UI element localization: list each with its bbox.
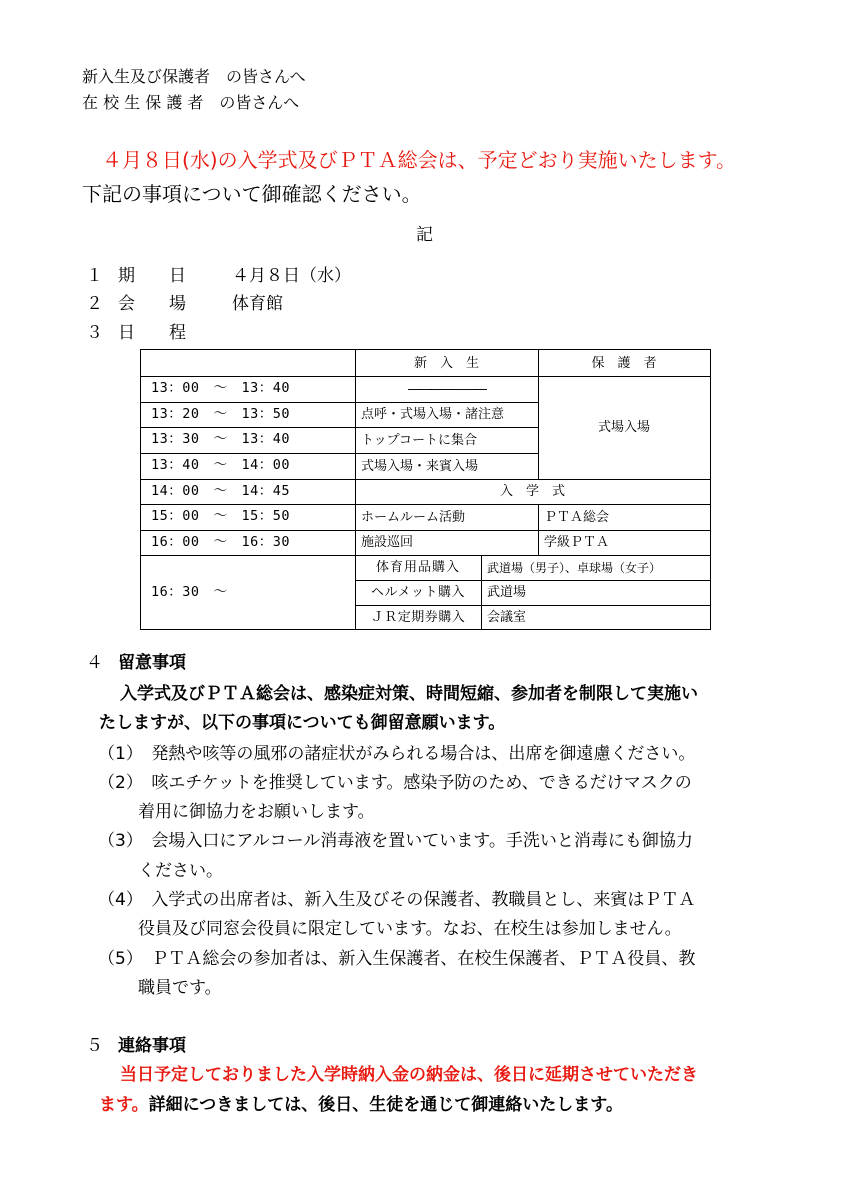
time-cell: 14：00 ～ 14：45 — [151, 482, 291, 499]
new-student-cell: トップコートに集合 — [361, 432, 477, 448]
parent-cell: 学級ＰＴＡ — [544, 535, 610, 550]
header-parents: 保 護 者 — [591, 355, 657, 371]
item-1-label: 期 日 — [118, 266, 186, 286]
parent-entry-cell: 式場入場 — [597, 420, 650, 435]
note-4-line-1: （4） 入学式の出席者は、新入生及びその保護者、教職員とし、来賓はＰＴＡ — [98, 890, 696, 910]
time-cell: 16：00 ～ 16：30 — [151, 533, 291, 550]
item-1-value: ４月８日（水） — [232, 266, 351, 286]
announcement-red: ４月８日(水)の入学式及びＰＴＡ総会は、予定どおり実施いたします。 — [102, 148, 737, 172]
announcement-confirm: 下記の事項について御確認ください。 — [82, 182, 422, 206]
note-3-line-1: （3） 会場入口にアルコール消毒液を置いています。手洗いと消毒にも御協力 — [98, 831, 693, 851]
new-student-cell: ホームルーム活動 — [361, 509, 466, 525]
item-1-number: １ — [86, 266, 103, 286]
parent-cell: ＰＴＡ総会 — [544, 509, 610, 525]
note-5-line-1: （5） ＰＴＡ総会の参加者は、新入生保護者、在校生保護者、ＰＴＡ役員、教 — [98, 949, 696, 969]
new-student-cell: ――――――― — [408, 381, 485, 397]
notes-number: ４ — [86, 653, 103, 673]
item-3-label: 日 程 — [118, 323, 186, 343]
purchase-place-cell: 武道場（男子）、卓球場（女子） — [487, 560, 662, 575]
purchase-item-cell: ＪＲ定期券購入 — [370, 610, 466, 625]
time-cell: 15：00 ～ 15：50 — [151, 508, 291, 525]
notes-intro-2: たしますが、以下の事項についても御留意願います。 — [99, 713, 506, 733]
header-new-students: 新 入 生 — [413, 355, 479, 371]
note-1: （1） 発熱や咳等の風邪の諸症状がみられる場合は、出席を御遠慮ください。 — [98, 744, 696, 764]
purchase-place-cell: 会議室 — [487, 610, 527, 625]
purchase-item-cell: 体育用品購入 — [375, 560, 460, 575]
item-2-value: 体育館 — [232, 294, 283, 314]
notes-heading: 留意事項 — [118, 653, 186, 673]
item-2-label: 会 場 — [118, 294, 186, 314]
note-4-line-2: 役員及び同窓会役員に限定しています。なお、在校生は参加しません。 — [138, 919, 682, 939]
contact-number: ５ — [86, 1036, 103, 1056]
item-2-number: ２ — [86, 294, 103, 314]
addressee-line-1: 新入生及び保護者 の皆さんへ — [82, 67, 306, 86]
new-student-cell: 点呼・式場入場・諸注意 — [361, 407, 505, 422]
note-2-line-1: （2） 咳エチケットを推奨しています。感染予防のため、できるだけマスクの — [98, 773, 692, 793]
note-2-line-2: 着用に御協力をお願いします。 — [138, 802, 375, 822]
item-3-number: ３ — [86, 323, 103, 343]
time-cell: 13：40 ～ 14：00 — [151, 457, 291, 474]
note-5-line-2: 職員です。 — [138, 978, 222, 998]
new-student-cell: 施設巡回 — [361, 535, 414, 550]
contact-detail: 詳細につきましては、後日、生徒を通じて御連絡いたします。 — [148, 1095, 623, 1115]
ki-heading: 記 — [416, 225, 433, 245]
purchase-place-cell: 武道場 — [487, 585, 527, 600]
entrance-ceremony-cell: 入 学 式 — [499, 484, 565, 499]
contact-heading: 連絡事項 — [118, 1036, 186, 1056]
note-3-line-2: ください。 — [138, 861, 223, 881]
time-cell: 13：00 ～ 13：40 — [151, 380, 291, 397]
time-cell: 13：30 ～ 13：40 — [151, 431, 291, 448]
contact-line-2 — [99, 1090, 623, 1115]
time-cell: 13：20 ～ 13：50 — [151, 405, 291, 422]
notes-intro-1: 入学式及びＰＴＡ総会は、感染症対策、時間短縮、参加者を制限して実施い — [120, 684, 698, 704]
schedule-table — [140, 349, 711, 630]
new-student-cell: 式場入場・来賓入場 — [361, 458, 479, 474]
contact-red-line-2: ます。 — [99, 1095, 149, 1115]
purchase-item-cell: ヘルメット購入 — [370, 585, 466, 600]
contact-red-line-1: 当日予定しておりました入学時納入金の納金は、後日に延期させていただき — [120, 1065, 698, 1085]
time-cell: 16：30 ～ — [151, 583, 228, 600]
addressee-line-2: 在 校 生 保 護 者 の皆さんへ — [82, 93, 300, 112]
